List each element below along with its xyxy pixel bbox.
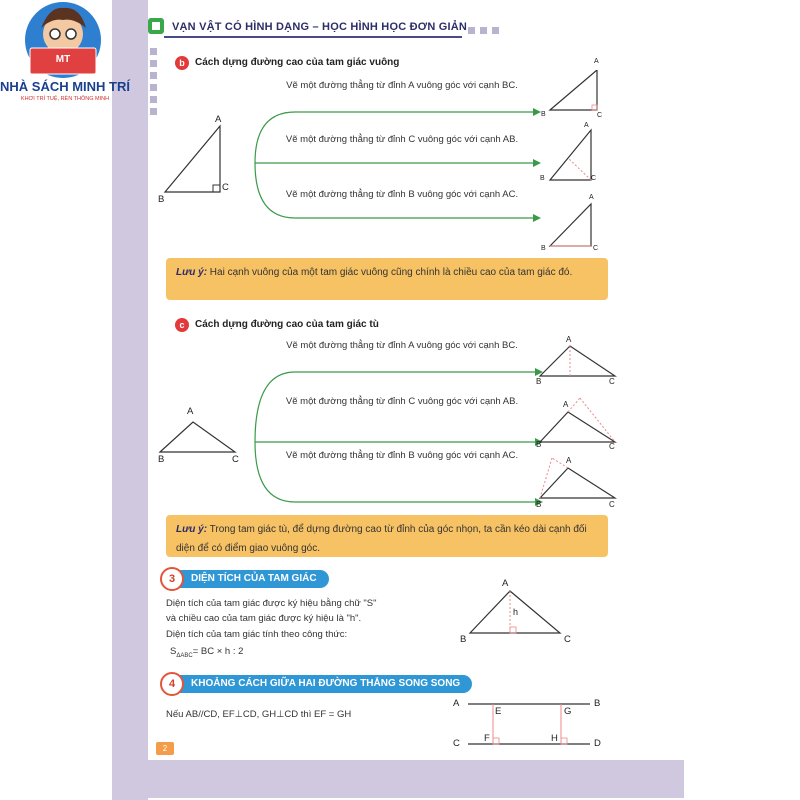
section-4-heading: KHOẢNG CÁCH GIỮA HAI ĐƯỜNG THẲNG SONG SONG [165, 675, 472, 693]
formula-sub: ΔABC [176, 652, 193, 659]
section-b-title: Cách dựng đường cao của tam giác vuông [195, 57, 400, 68]
section-3-number: 3 [160, 567, 184, 591]
section-b-desc-3: Vẽ một đường thẳng từ đỉnh B vuông góc với cạnh AC. [285, 189, 519, 200]
section-3-line-3: Diện tích của tam giác tính theo công thức: [166, 629, 348, 640]
label-B-c-main: B [158, 454, 165, 465]
label-C-c-r3: C [609, 500, 615, 509]
label-h-area: h [513, 607, 519, 617]
section-3-heading: DIỆN TÍCH CỦA TAM GIÁC [165, 570, 329, 588]
section-c-note [166, 515, 608, 557]
right-triangle-main [165, 126, 220, 192]
label-C-r2: C [591, 175, 597, 182]
label-B-r3: B [541, 245, 546, 252]
label-C-c-main: C [232, 454, 239, 465]
bottom-decor-bar [112, 760, 684, 798]
section-3-formula [170, 645, 243, 663]
label-A-r1: A [594, 58, 599, 65]
label-A-c-main: A [187, 406, 194, 417]
brand-name: NHÀ SÁCH MINH TRÍ [0, 79, 130, 94]
section-3-line-1: Diện tích của tam giác được ký hiệu bằng chữ "S" [166, 598, 377, 609]
label-A-par: A [453, 698, 460, 709]
brand-logo-icon [0, 0, 130, 80]
label-C-r3: C [593, 245, 599, 252]
section-b-note-label: Lưu ý: [176, 267, 208, 278]
label-A-c-r1: A [566, 335, 572, 344]
label-B-par: B [594, 698, 601, 709]
margin-square-1 [150, 48, 157, 55]
header-square-1 [468, 27, 475, 34]
section-b-desc-2: Vẽ một đường thẳng từ đỉnh C vuông góc với cạnh AB. [285, 134, 519, 145]
formula-s: S [170, 646, 177, 657]
brand-slogan: KHƠI TRÍ TUỆ, RÈN THÔNG MINH [20, 96, 110, 102]
label-C-area: C [564, 634, 571, 645]
section-c-arrowheads [535, 368, 543, 506]
label-A-c-r3: A [566, 456, 572, 465]
header-cube-icon [146, 16, 166, 36]
label-G-par: G [564, 706, 572, 717]
brand-logo-text: MT [55, 54, 71, 65]
header-underline [164, 36, 462, 38]
label-C-main: C [222, 182, 229, 193]
section-c-note-text: Trong tam giác tù, để dựng đường cao từ đỉnh của góc nhọn, ta cần kéo dài cạnh đối diện để có điểm giao vuông góc. [176, 524, 587, 554]
label-A-r2: A [584, 122, 589, 129]
label-A-r3: A [589, 194, 594, 201]
label-B-c-r2: B [536, 440, 542, 449]
label-B-main: B [158, 194, 165, 205]
section-b-note [166, 258, 608, 300]
section-c-badge: c [175, 318, 189, 332]
header-title: VẠN VẬT CÓ HÌNH DẠNG – HỌC HÌNH HỌC ĐƠN GIẢN [172, 21, 468, 33]
section-b-desc-1: Vẽ một đường thẳng từ đỉnh A vuông góc với cạnh BC. [286, 80, 518, 91]
brand-logo [0, 0, 130, 110]
header-square-2 [480, 27, 487, 34]
area-triangle-diagram [460, 585, 580, 645]
label-A-area: A [502, 578, 509, 589]
parallel-lines-diagram [460, 698, 600, 750]
label-B-r2: B [540, 175, 545, 182]
label-H-par: H [551, 733, 558, 744]
label-B-c-r3: B [536, 500, 542, 509]
label-C-c-r2: C [609, 442, 615, 451]
label-C-par: C [453, 738, 460, 749]
section-b-badge: b [175, 56, 189, 70]
section-c-desc-3: Vẽ một đường thẳng từ đỉnh B vuông góc với cạnh AC. [285, 450, 519, 461]
label-C-c-r1: C [609, 377, 615, 386]
section-c-title: Cách dựng đường cao của tam giác tù [195, 319, 379, 330]
label-B-c-r1: B [536, 377, 542, 386]
section-3-line-2: và chiều cao của tam giác được ký hiệu là "h". [166, 613, 362, 624]
section-c-desc-1: Vẽ một đường thẳng từ đỉnh A vuông góc với cạnh BC. [286, 340, 518, 351]
obtuse-triangle-main [160, 422, 235, 452]
label-B-area: B [460, 634, 467, 645]
label-F-par: F [484, 733, 490, 744]
section-4-number: 4 [160, 672, 184, 696]
section-b-note-text: Hai cạnh vuông của một tam giác vuông cũng chính là chiều cao của tam giác đó. [207, 267, 573, 278]
label-E-par: E [495, 706, 502, 717]
right-angle-mark [213, 185, 220, 192]
label-A-c-r2: A [563, 400, 569, 409]
margin-square-2 [150, 60, 157, 67]
section-b-arrowheads [533, 108, 541, 222]
label-C-r1: C [597, 112, 603, 119]
formula-rest: = BC × h : 2 [192, 646, 244, 657]
page-number: 2 [156, 742, 174, 755]
section-4-text: Nếu AB//CD, EF⊥CD, GH⊥CD thì EF = GH [166, 709, 352, 720]
label-A-main: A [215, 114, 222, 125]
label-D-par: D [594, 738, 601, 749]
section-b-diagram [155, 70, 615, 265]
section-c-diagram [155, 332, 625, 517]
header-square-3 [492, 27, 499, 34]
label-B-r1: B [541, 111, 546, 118]
section-c-note-label: Lưu ý: [176, 524, 208, 535]
section-c-desc-2: Vẽ một đường thẳng từ đỉnh C vuông góc với cạnh AB. [285, 396, 519, 407]
